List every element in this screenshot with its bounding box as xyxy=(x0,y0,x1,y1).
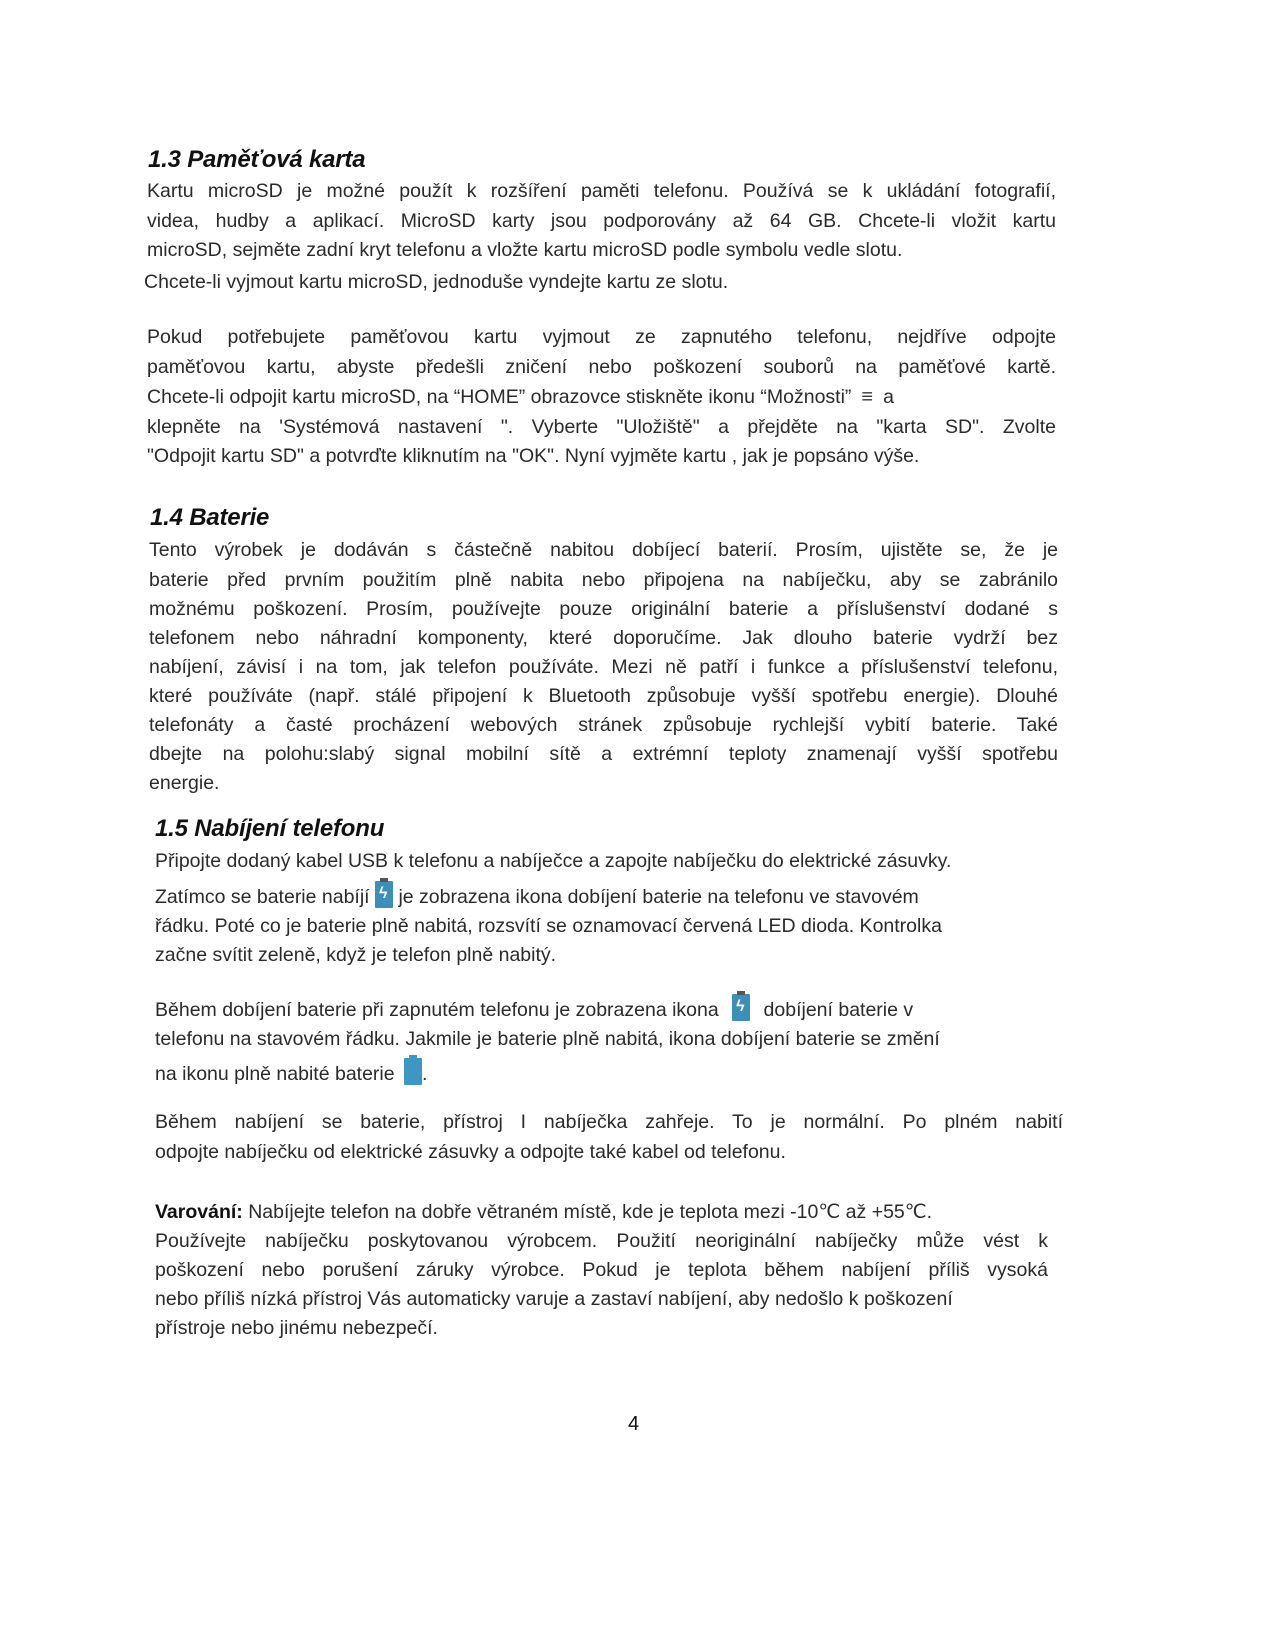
paragraph-line: Kartu microSD je možné použít k rozšíření paměti telefonu. Používá se k ukládání fotografií, xyxy=(147,180,1056,202)
paragraph-text: Během dobíjení baterie při zapnutém telefonu je zobrazena ikona xyxy=(155,999,719,1021)
paragraph-line: řádku. Poté co je baterie plně nabitá, rozsvítí se oznamovací červená LED dioda. Kontrolka xyxy=(155,915,942,937)
paragraph-line: možnému poškození. Prosím, používejte pouze originální baterie a příslušenství dodané s xyxy=(149,598,1058,620)
menu-options-icon: ≡ xyxy=(861,386,874,408)
paragraph-line xyxy=(155,881,919,912)
paragraph-line: energie. xyxy=(149,772,220,794)
paragraph-line: baterie před prvním použitím plně nabita nebo připojena na nabíječku, aby se zabránilo xyxy=(149,569,1058,591)
paragraph-text: . xyxy=(422,1063,428,1085)
paragraph-line: videa, hudby a aplikací. MicroSD karty jsou podporovány až 64 GB. Chcete-li vložit kartu xyxy=(147,210,1056,232)
paragraph-line: Používejte nabíječku poskytovanou výrobcem. Použití neoriginální nabíječky může vést k xyxy=(155,1230,1048,1252)
paragraph-line: přístroje nebo jinému nebezpečí. xyxy=(155,1317,438,1339)
paragraph-line: začne svítit zeleně, když je telefon plně nabitý. xyxy=(155,944,557,966)
paragraph-line: poškození nebo porušení záruky výrobce. Pokud je teplota během nabíjení příliš vysoká xyxy=(155,1259,1048,1281)
paragraph-line: nabíjení, závisí i na tom, jak telefon používáte. Mezi ně patří i funkce a příslušenství telefonu, xyxy=(149,656,1058,678)
section-heading-1-3: 1.3 Paměťová karta xyxy=(148,146,366,173)
battery-charging-icon: ϟ xyxy=(375,881,393,908)
paragraph-line: "Odpojit kartu SD" a potvrďte kliknutím na "OK". Nyní vyjměte kartu , jak je popsáno výše. xyxy=(147,445,920,467)
paragraph-line: dbejte na polohu:slabý signal mobilní sítě a extrémní teploty znamenají vyšší spotřebu xyxy=(149,743,1058,765)
paragraph-line: Připojte dodaný kabel USB k telefonu a nabíječce a zapojte nabíječku do elektrické zásuvky. xyxy=(155,850,952,872)
paragraph-line: Tento výrobek je dodáván s částečně nabitou dobíjecí baterií. Prosím, ujistěte se, že je xyxy=(149,539,1058,561)
page-number: 4 xyxy=(628,1413,640,1435)
paragraph-line: paměťovou kartu, abyste předešli zničení nebo poškození souborů na paměťové kartě. xyxy=(147,356,1056,378)
paragraph-line: Chcete-li vyjmout kartu microSD, jednoduše vyndejte kartu ze slotu. xyxy=(144,271,729,293)
paragraph-line xyxy=(147,382,894,412)
paragraph-text: je zobrazena ikona dobíjení baterie na telefonu ve stavovém xyxy=(398,886,919,908)
section-heading-1-5: 1.5 Nabíjení telefonu xyxy=(155,815,385,842)
paragraph-line: klepněte na 'Systémová nastavení ". Vyberte "Uložiště" a přejděte na "karta SD". Zvolte xyxy=(147,416,1056,438)
paragraph-line: microSD, sejměte zadní kryt telefonu a vložte kartu microSD podle symbolu vedle slotu. xyxy=(147,239,903,261)
paragraph-text: Zatímco se baterie nabíjí xyxy=(155,886,370,908)
warning-line xyxy=(155,1197,932,1227)
warning-label: Varování: xyxy=(155,1201,243,1223)
paragraph-line xyxy=(155,1058,427,1089)
battery-charging-icon: ϟ xyxy=(732,994,750,1021)
paragraph-text: na ikonu plně nabité baterie xyxy=(155,1063,395,1085)
paragraph-line: telefonem nebo náhradní komponenty, které doporučíme. Jak dlouho baterie vydrží bez xyxy=(149,627,1058,649)
paragraph-text: dobíjení baterie v xyxy=(763,999,914,1021)
paragraph-line: nebo příliš nízká přístroj Vás automaticky varuje a zastaví nabíjení, aby nedošlo k poškození xyxy=(155,1288,953,1310)
paragraph-line: Pokud potřebujete paměťovou kartu vyjmout ze zapnutého telefonu, nejdříve odpojte xyxy=(147,326,1056,348)
paragraph-line: Během nabíjení se baterie, přístroj I nabíječka zahřeje. To je normální. Po plném nabití xyxy=(155,1111,1063,1133)
paragraph-line: které používáte (např. stálé připojení k Bluetooth způsobuje vyšší spotřebu energie). Dlouhé xyxy=(149,685,1058,707)
paragraph-line: odpojte nabíječku od elektrické zásuvky a odpojte také kabel od telefonu. xyxy=(155,1141,786,1163)
paragraph-line: telefonu na stavovém řádku. Jakmile je baterie plně nabitá, ikona dobíjení baterie se změní xyxy=(155,1028,940,1050)
paragraph-text: Nabíjejte telefon na dobře větraném místě, kde je teplota mezi -10℃ až +55℃. xyxy=(242,1201,933,1223)
paragraph-text: Chcete-li odpojit kartu microSD, na “HOME” obrazovce stiskněte ikonu “Možnosti” xyxy=(147,386,852,408)
battery-full-icon xyxy=(404,1058,422,1085)
paragraph-text: a xyxy=(883,386,894,408)
paragraph-line: telefonáty a časté procházení webových stránek způsobuje rychlejší vybití baterie. Také xyxy=(149,714,1058,736)
paragraph-line xyxy=(155,994,913,1025)
section-heading-1-4: 1.4 Baterie xyxy=(150,504,270,531)
